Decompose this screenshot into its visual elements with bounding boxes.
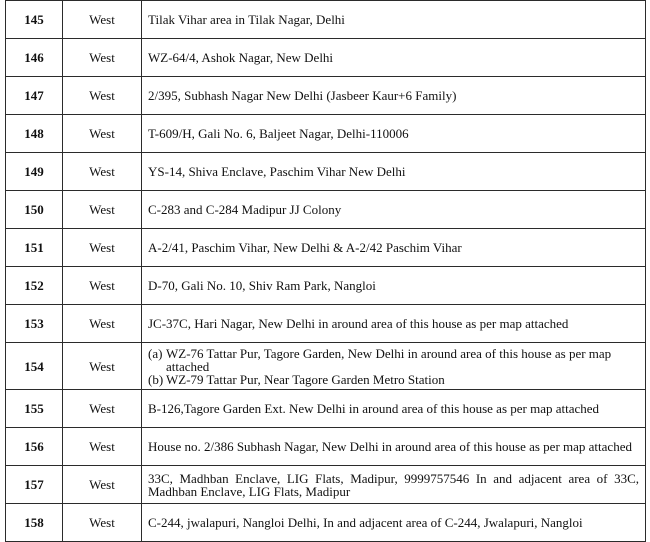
table-row (6, 390, 646, 428)
serial-number: 149 (6, 153, 63, 191)
address-cell: 2/395, Subhash Nagar New Delhi (Jasbeer Kaur+6 Family) (142, 77, 646, 115)
address-table (5, 0, 646, 542)
address-cell: D-70, Gali No. 10, Shiv Ram Park, Nangloi (142, 267, 646, 305)
zone-cell: West (63, 428, 142, 466)
table-row (6, 428, 646, 466)
serial-number: 146 (6, 39, 63, 77)
table-row (6, 466, 646, 504)
serial-number: 155 (6, 390, 63, 428)
serial-number: 156 (6, 428, 63, 466)
sub-item-label: (a) (148, 345, 163, 361)
serial-number: 150 (6, 191, 63, 229)
table-row (6, 77, 646, 115)
sub-item-text: WZ-76 Tattar Pur, Tagore Garden, New Delhi in around area of this house as per map attached (166, 345, 612, 374)
table-row (6, 229, 646, 267)
zone-cell: West (63, 504, 142, 542)
zone-cell: West (63, 466, 142, 504)
table-row (6, 39, 646, 77)
serial-number: 154 (6, 343, 63, 390)
address-cell: 33C, Madhban Enclave, LIG Flats, Madipur, 9999757546 In and adjacent area of 33C, Madhban Enclave, LIG Flats, Madipur (142, 466, 646, 504)
serial-number: 147 (6, 77, 63, 115)
table-row (6, 504, 646, 542)
address-sub-item (148, 347, 639, 373)
serial-number: 153 (6, 305, 63, 343)
serial-number: 148 (6, 115, 63, 153)
table-row (6, 267, 646, 305)
address-cell: House no. 2/386 Subhash Nagar, New Delhi in around area of this house as per map attached (142, 428, 646, 466)
table-row (6, 191, 646, 229)
zone-cell: West (63, 305, 142, 343)
serial-number: 158 (6, 504, 63, 542)
zone-cell: West (63, 191, 142, 229)
zone-cell: West (63, 1, 142, 39)
address-cell: C-283 and C-284 Madipur JJ Colony (142, 191, 646, 229)
table-row (6, 153, 646, 191)
serial-number: 145 (6, 1, 63, 39)
zone-cell: West (63, 115, 142, 153)
zone-cell: West (63, 77, 142, 115)
zone-cell: West (63, 39, 142, 77)
address-cell: A-2/41, Paschim Vihar, New Delhi & A-2/42 Paschim Vihar (142, 229, 646, 267)
table-row (6, 305, 646, 343)
serial-number: 152 (6, 267, 63, 305)
address-cell: C-244, jwalapuri, Nangloi Delhi, In and adjacent area of C-244, Jwalapuri, Nangloi (142, 504, 646, 542)
address-cell (142, 343, 646, 390)
serial-number: 157 (6, 466, 63, 504)
address-cell: WZ-64/4, Ashok Nagar, New Delhi (142, 39, 646, 77)
address-cell: B-126,Tagore Garden Ext. New Delhi in around area of this house as per map attached (142, 390, 646, 428)
table-row (6, 343, 646, 390)
address-cell: T-609/H, Gali No. 6, Baljeet Nagar, Delhi-110006 (142, 115, 646, 153)
zone-cell: West (63, 229, 142, 267)
zone-cell: West (63, 390, 142, 428)
sub-item-label: (b) (148, 371, 164, 387)
address-cell: YS-14, Shiva Enclave, Paschim Vihar New Delhi (142, 153, 646, 191)
sub-item-text: WZ-79 Tattar Pur, Near Tagore Garden Metro Station (166, 371, 445, 387)
zone-cell: West (63, 343, 142, 390)
address-cell: Tilak Vihar area in Tilak Nagar, Delhi (142, 1, 646, 39)
table-row (6, 1, 646, 39)
table-row (6, 115, 646, 153)
address-sub-item (148, 373, 639, 386)
zone-cell: West (63, 153, 142, 191)
serial-number: 151 (6, 229, 63, 267)
address-cell: JC-37C, Hari Nagar, New Delhi in around area of this house as per map attached (142, 305, 646, 343)
zone-cell: West (63, 267, 142, 305)
